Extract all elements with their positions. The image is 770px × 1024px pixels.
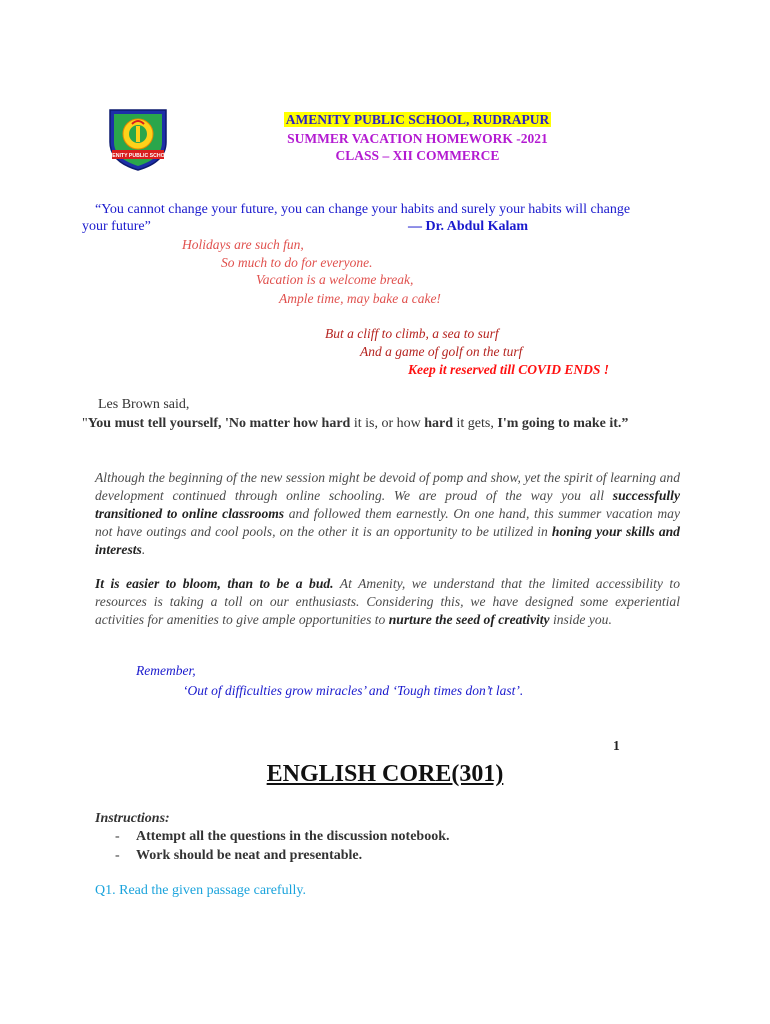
- intro-paragraph: Although the beginning of the new session might be devoid of pomp and show, yet the spirit of learning and development continued through online schooling. We are proud of the way you all successfully transitioned to online classrooms and followed them earnestly. On one hand, this summer vacation may not have outings and cool pools, on the other it is an opportunity to be utilized in honing your skills and interests.: [95, 470, 680, 557]
- question-1: Q1. Read the given passage carefully.: [95, 883, 306, 898]
- remember-quote: ‘Out of difficulties grow miracles’ and ‘Tough times don’t last’.: [183, 683, 524, 698]
- page-number: 1: [613, 738, 620, 753]
- kalam-quote-line-1: “You cannot change your future, you can change your habits and surely your habits will change: [95, 202, 631, 217]
- les-brown-quote: "You must tell yourself, 'No matter how hard it is, or how hard it gets, I'm going to make it.”: [82, 416, 629, 431]
- instruction-item: - Attempt all the questions in the discussion notebook.: [115, 829, 450, 844]
- poem-line: Vacation is a welcome break,: [256, 272, 414, 287]
- remember-label: Remember,: [136, 663, 196, 678]
- kalam-quote-line-2: your future”: [82, 219, 151, 234]
- les-brown-intro: Les Brown said,: [98, 397, 190, 412]
- poem-line: Holidays are such fun,: [182, 237, 304, 252]
- bloom-paragraph: It is easier to bloom, than to be a bud. At Amenity, we understand that the limited accessibility to resources is taking a toll on our enthusiasts. Considering this, we have designed some experiential activities for amenities to give ample opportunities to nurture the seed of creativity inside you.: [95, 576, 680, 627]
- svg-text:AMENITY PUBLIC SCHOOL: AMENITY PUBLIC SCHOOL: [106, 153, 170, 159]
- school-name: AMENITY PUBLIC SCHOOL, RUDRAPUR: [285, 112, 550, 127]
- bullet: -: [115, 848, 120, 863]
- class-title: CLASS – XII COMMERCE: [335, 148, 500, 163]
- quote-author: ― Dr. Abdul Kalam: [408, 219, 529, 234]
- instructions-heading: Instructions:: [95, 811, 170, 826]
- bullet: -: [115, 829, 120, 844]
- section-title: ENGLISH CORE(301): [266, 761, 504, 787]
- homework-title: SUMMER VACATION HOMEWORK -2021: [287, 131, 548, 146]
- poem-closing-line: Keep it reserved till COVID ENDS !: [408, 362, 609, 377]
- poem-line: So much to do for everyone.: [221, 255, 373, 270]
- poem-line: But a cliff to climb, a sea to surf: [325, 326, 499, 341]
- instruction-item: - Work should be neat and presentable.: [115, 848, 363, 863]
- poem-line: And a game of golf on the turf: [360, 344, 523, 359]
- poem-line: Ample time, may bake a cake!: [279, 291, 441, 306]
